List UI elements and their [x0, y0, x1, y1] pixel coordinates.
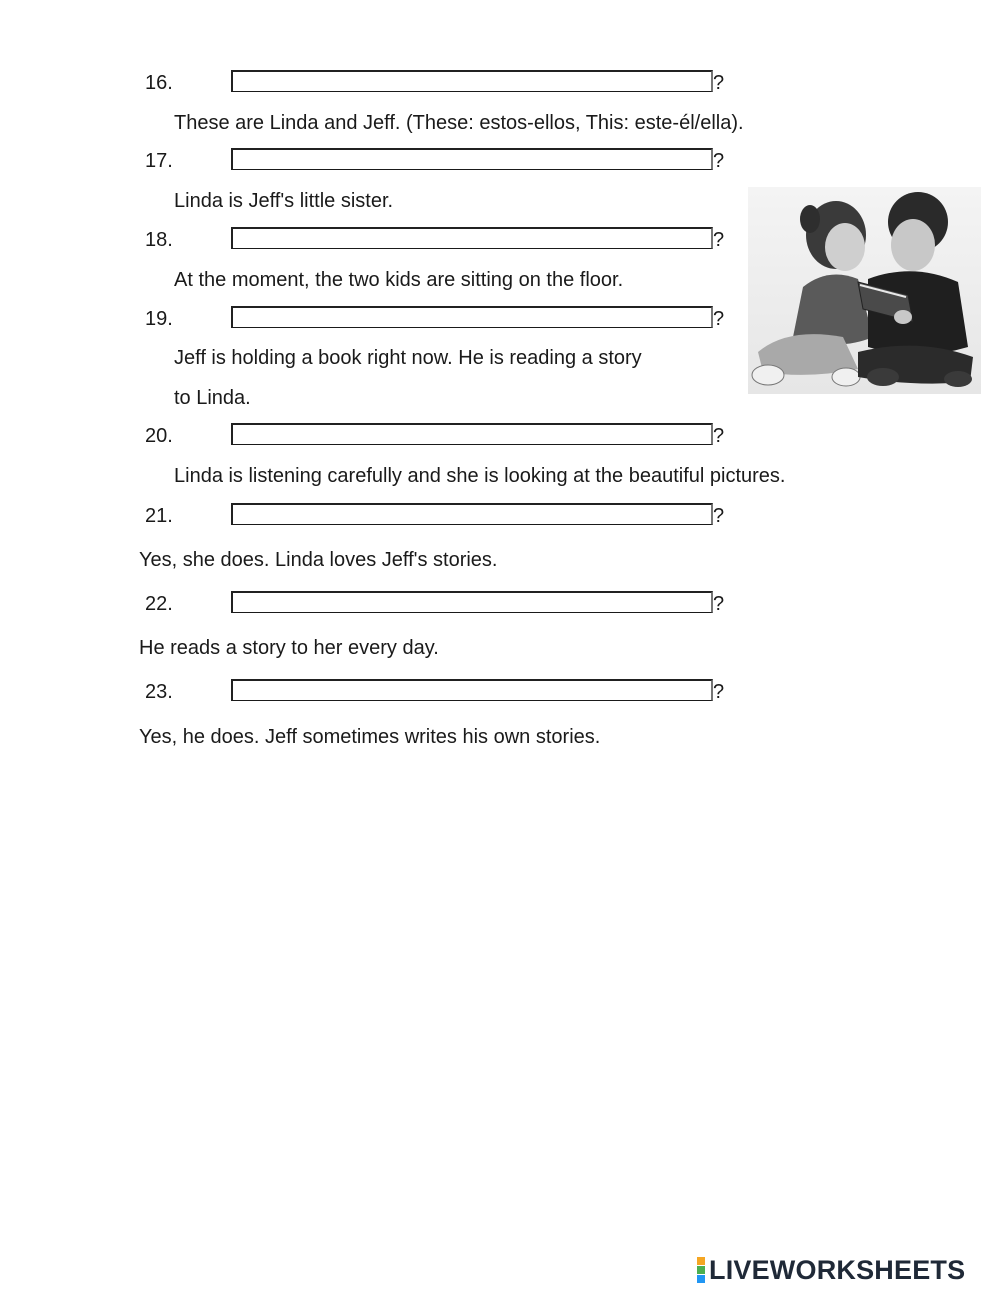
logo-block-i	[697, 1266, 705, 1274]
question-number: 18.	[145, 229, 173, 251]
answer-22: He reads a story to her every day.	[139, 637, 439, 659]
question-number: 20.	[145, 425, 173, 447]
question-mark: ?	[713, 229, 725, 251]
answer-19-line-2: to Linda.	[174, 387, 251, 409]
question-mark: ?	[713, 593, 725, 615]
question-22-answer-input[interactable]	[231, 591, 713, 613]
question-16-answer-input[interactable]	[231, 70, 713, 92]
question-mark: ?	[713, 681, 725, 703]
question-20-answer-input[interactable]	[231, 423, 713, 445]
logo-block-l	[697, 1257, 705, 1265]
question-23-answer-input[interactable]	[231, 679, 713, 701]
answer-20: Linda is listening carefully and she is looking at the beautiful pictures.	[174, 465, 786, 487]
question-number: 23.	[145, 681, 173, 703]
question-mark: ?	[713, 425, 725, 447]
question-mark: ?	[713, 505, 725, 527]
answer-16: These are Linda and Jeff. (These: estos-ellos, This: este-él/ella).	[174, 112, 744, 134]
answer-21: Yes, she does. Linda loves Jeff's stories.	[139, 549, 498, 571]
children-reading-photo	[748, 187, 981, 394]
answer-18: At the moment, the two kids are sitting on the floor.	[174, 269, 624, 291]
question-21-answer-input[interactable]	[231, 503, 713, 525]
question-17-answer-input[interactable]	[231, 148, 713, 170]
question-19-answer-input[interactable]	[231, 306, 713, 328]
question-number: 17.	[145, 150, 173, 172]
question-number: 16.	[145, 72, 173, 94]
answer-23: Yes, he does. Jeff sometimes writes his own stories.	[139, 726, 601, 748]
logo-block-v	[697, 1275, 705, 1283]
question-number: 22.	[145, 593, 173, 615]
question-number: 21.	[145, 505, 173, 527]
question-number: 19.	[145, 308, 173, 330]
logo-text: LIVEWORKSHEETS	[709, 1254, 966, 1285]
question-mark: ?	[713, 72, 725, 94]
answer-17: Linda is Jeff's little sister.	[174, 190, 394, 212]
answer-19: Jeff is holding a book right now. He is reading a story	[174, 347, 642, 369]
question-18-answer-input[interactable]	[231, 227, 713, 249]
question-mark: ?	[713, 308, 725, 330]
liveworksheets-logo	[697, 1254, 965, 1286]
logo-blocks-icon	[697, 1257, 705, 1283]
question-mark: ?	[713, 150, 725, 172]
